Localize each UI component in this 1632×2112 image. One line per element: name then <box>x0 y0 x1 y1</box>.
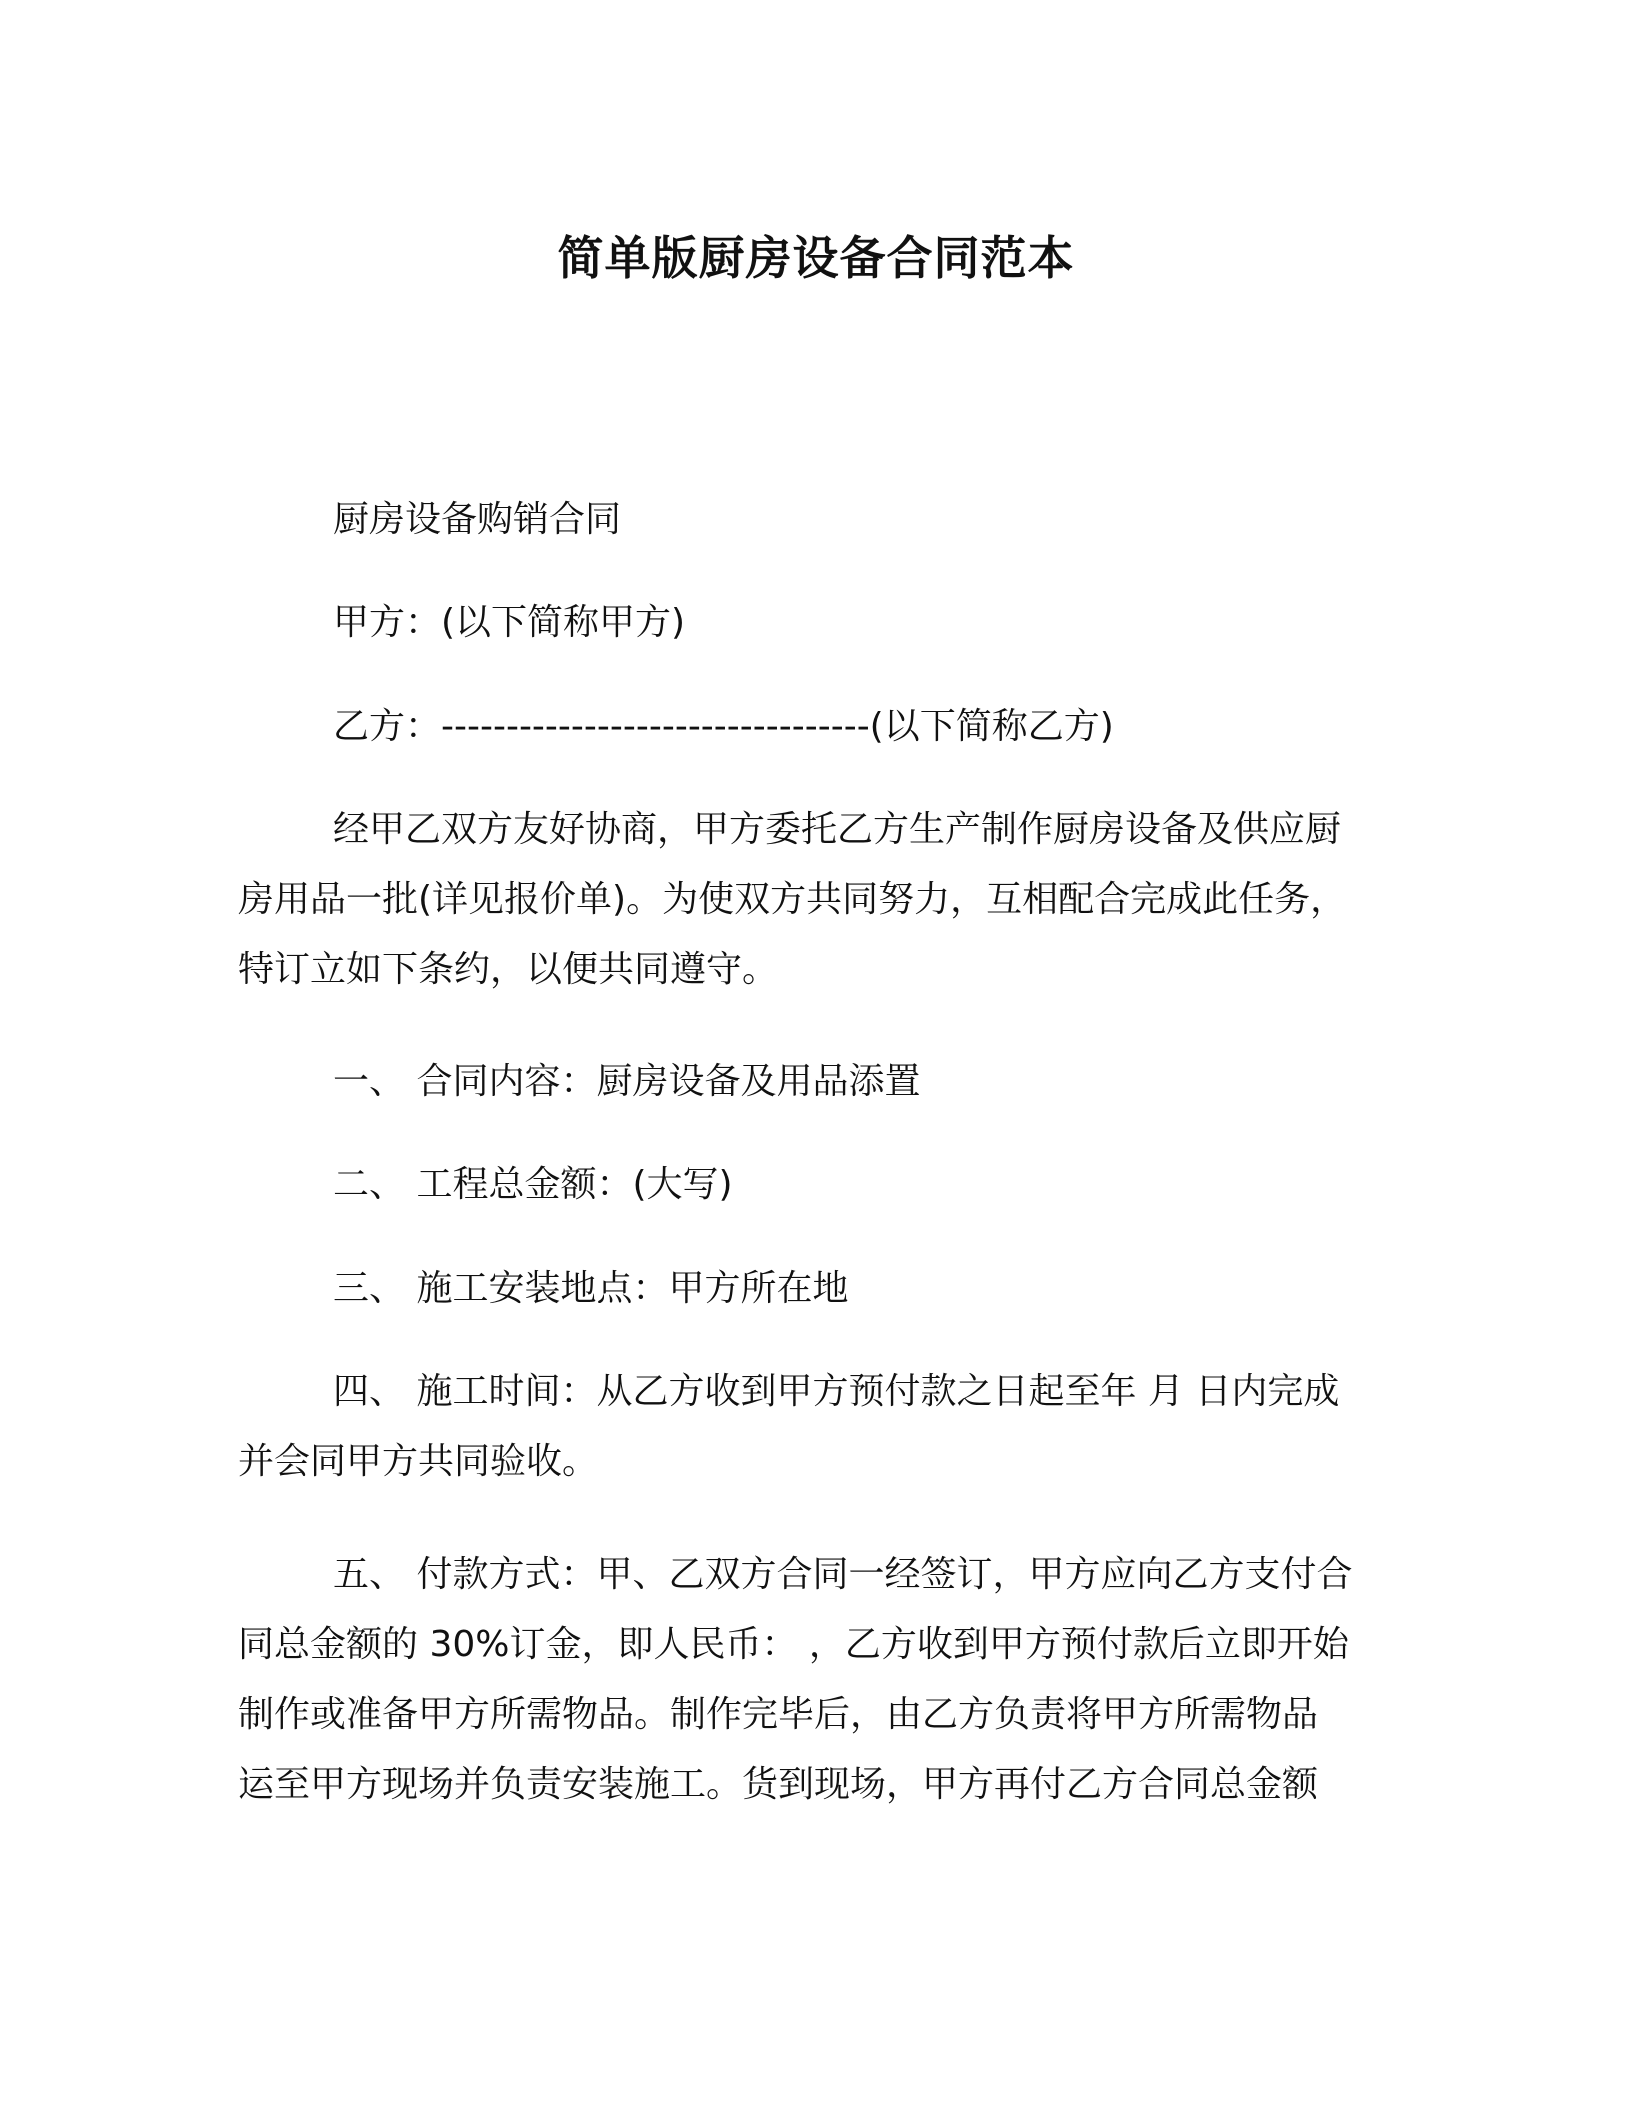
clause-3: 三、 施工安装地点：甲方所在地 <box>333 1268 849 1309</box>
contract-name: 厨房设备购销合同 <box>333 499 622 540</box>
clause-4 <box>238 1357 1388 1497</box>
clause-4-line: 四、 施工时间：从乙方收到甲方预付款之日起至年 月 日内完成 <box>333 1371 1340 1412</box>
clause-5-line: 运至甲方现场并负责安装施工。货到现场，甲方再付乙方合同总金额 <box>238 1764 1319 1805</box>
intro-line: 经甲乙双方友好协商，甲方委托乙方生产制作厨房设备及供应厨 <box>333 809 1342 850</box>
clause-5-line: 五、 付款方式：甲、乙双方合同一经签订，甲方应向乙方支付合 <box>333 1554 1353 1595</box>
clause-5-line: 同总金额的 30%订金，即人民币： ，乙方收到甲方预付款后立即开始 <box>238 1624 1349 1665</box>
intro-line: 特订立如下条约，以便共同遵守。 <box>238 949 779 990</box>
clause-2: 二、 工程总金额：(大写) <box>333 1164 733 1205</box>
clause-4-line: 并会同甲方共同验收。 <box>238 1441 599 1482</box>
intro-line: 房用品一批(详见报价单)。为使双方共同努力，互相配合完成此任务， <box>238 879 1347 920</box>
clause-1: 一、 合同内容：厨房设备及用品添置 <box>333 1061 921 1102</box>
party-a-line: 甲方：(以下简称甲方) <box>333 602 686 643</box>
clause-5-line: 制作或准备甲方所需物品。制作完毕后，由乙方负责将甲方所需物品 <box>238 1694 1319 1735</box>
clause-5 <box>238 1540 1388 1820</box>
intro-paragraph <box>238 795 1388 1005</box>
document-title: 简单版厨房设备合同范本 <box>557 231 1075 285</box>
party-b-line: 乙方：---------------------------------(以下简称乙方) <box>333 706 1114 747</box>
